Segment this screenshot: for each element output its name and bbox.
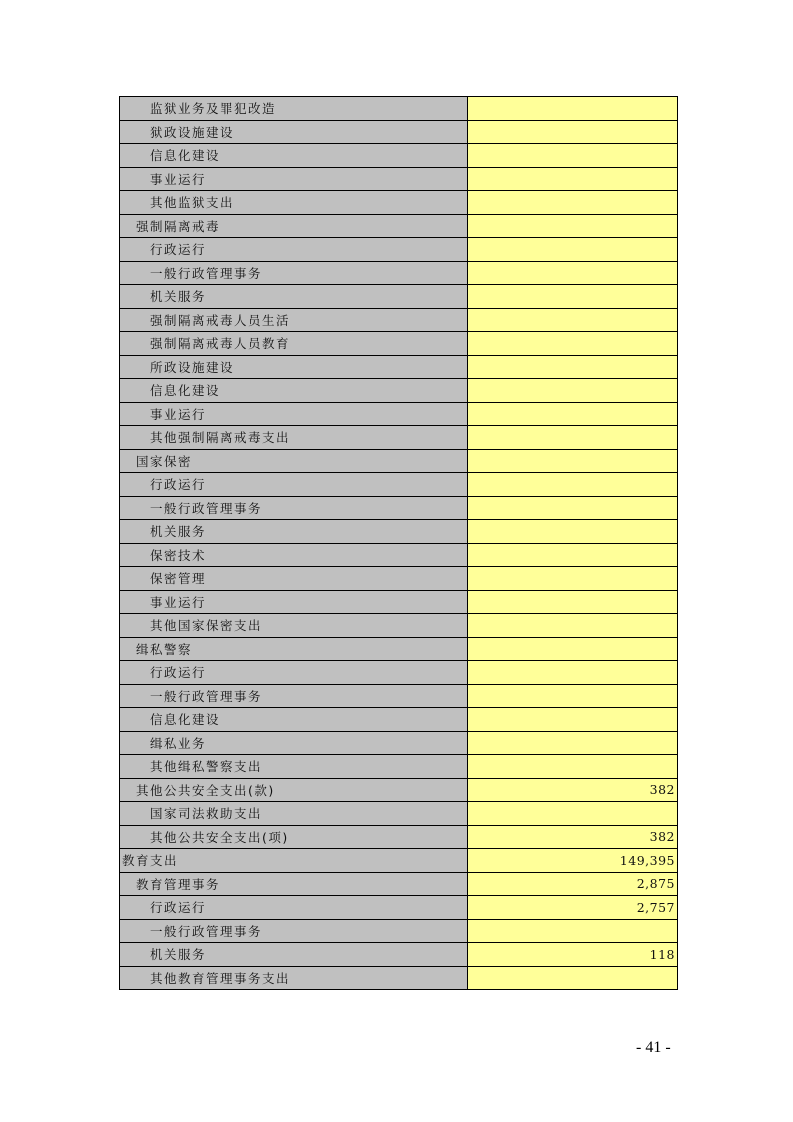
item-name-cell: 国家保密 — [120, 449, 468, 473]
table-row — [120, 919, 678, 943]
item-name-cell: 信息化建设 — [120, 379, 468, 403]
item-name-cell: 强制隔离戒毒 — [120, 214, 468, 238]
table-row — [120, 97, 678, 121]
amount-cell: 118 — [468, 943, 678, 967]
amount-cell — [468, 308, 678, 332]
amount-cell — [468, 355, 678, 379]
item-name-cell: 一般行政管理事务 — [120, 919, 468, 943]
table-row — [120, 614, 678, 638]
table-row — [120, 637, 678, 661]
amount-cell — [468, 543, 678, 567]
table-row — [120, 214, 678, 238]
amount-cell — [468, 966, 678, 990]
table-row — [120, 543, 678, 567]
table-row — [120, 778, 678, 802]
page-number: - 41 - — [636, 1039, 671, 1056]
item-name-cell: 保密管理 — [120, 567, 468, 591]
item-name-cell: 教育管理事务 — [120, 872, 468, 896]
amount-cell: 2,757 — [468, 896, 678, 920]
item-name-cell: 行政运行 — [120, 238, 468, 262]
table-row — [120, 731, 678, 755]
amount-cell — [468, 637, 678, 661]
item-name-cell: 所政设施建设 — [120, 355, 468, 379]
table-row — [120, 755, 678, 779]
table-row — [120, 449, 678, 473]
budget-table — [119, 96, 678, 990]
table-row — [120, 167, 678, 191]
item-name-cell: 其他公共安全支出(款) — [120, 778, 468, 802]
amount-cell — [468, 167, 678, 191]
amount-cell — [468, 661, 678, 685]
table-row — [120, 261, 678, 285]
item-name-cell: 其他公共安全支出(项) — [120, 825, 468, 849]
item-name-cell: 机关服务 — [120, 943, 468, 967]
amount-cell — [468, 261, 678, 285]
amount-cell — [468, 214, 678, 238]
amount-cell: 382 — [468, 825, 678, 849]
table-row — [120, 849, 678, 873]
item-name-cell: 其他强制隔离戒毒支出 — [120, 426, 468, 450]
table-row — [120, 684, 678, 708]
table-row — [120, 191, 678, 215]
amount-cell — [468, 120, 678, 144]
amount-cell — [468, 590, 678, 614]
table-row — [120, 661, 678, 685]
table-row — [120, 872, 678, 896]
amount-cell — [468, 520, 678, 544]
amount-cell — [468, 496, 678, 520]
amount-cell — [468, 379, 678, 403]
amount-cell — [468, 755, 678, 779]
item-name-cell: 缉私业务 — [120, 731, 468, 755]
table-row — [120, 590, 678, 614]
item-name-cell: 缉私警察 — [120, 637, 468, 661]
table-row — [120, 308, 678, 332]
item-name-cell: 强制隔离戒毒人员生活 — [120, 308, 468, 332]
amount-cell: 2,875 — [468, 872, 678, 896]
item-name-cell: 其他监狱支出 — [120, 191, 468, 215]
amount-cell — [468, 614, 678, 638]
amount-cell — [468, 426, 678, 450]
amount-cell — [468, 285, 678, 309]
item-name-cell: 机关服务 — [120, 285, 468, 309]
table-row — [120, 802, 678, 826]
amount-cell — [468, 802, 678, 826]
item-name-cell: 一般行政管理事务 — [120, 261, 468, 285]
table-row — [120, 402, 678, 426]
item-name-cell: 事业运行 — [120, 590, 468, 614]
amount-cell: 149,395 — [468, 849, 678, 873]
item-name-cell: 行政运行 — [120, 896, 468, 920]
amount-cell — [468, 473, 678, 497]
table-row — [120, 708, 678, 732]
table-row — [120, 825, 678, 849]
table-row — [120, 120, 678, 144]
amount-cell — [468, 402, 678, 426]
amount-cell — [468, 731, 678, 755]
item-name-cell: 国家司法救助支出 — [120, 802, 468, 826]
amount-cell — [468, 332, 678, 356]
amount-cell — [468, 567, 678, 591]
table-row — [120, 943, 678, 967]
item-name-cell: 教育支出 — [120, 849, 468, 873]
table-row — [120, 238, 678, 262]
item-name-cell: 其他国家保密支出 — [120, 614, 468, 638]
table-row — [120, 355, 678, 379]
item-name-cell: 机关服务 — [120, 520, 468, 544]
item-name-cell: 强制隔离戒毒人员教育 — [120, 332, 468, 356]
item-name-cell: 行政运行 — [120, 661, 468, 685]
item-name-cell: 保密技术 — [120, 543, 468, 567]
amount-cell — [468, 919, 678, 943]
amount-cell — [468, 191, 678, 215]
item-name-cell: 一般行政管理事务 — [120, 684, 468, 708]
table-row — [120, 520, 678, 544]
amount-cell — [468, 449, 678, 473]
table-row — [120, 567, 678, 591]
table-row — [120, 896, 678, 920]
table-row — [120, 379, 678, 403]
item-name-cell: 信息化建设 — [120, 708, 468, 732]
table-row — [120, 966, 678, 990]
table-row — [120, 473, 678, 497]
item-name-cell: 事业运行 — [120, 402, 468, 426]
amount-cell: 382 — [468, 778, 678, 802]
item-name-cell: 其他教育管理事务支出 — [120, 966, 468, 990]
item-name-cell: 事业运行 — [120, 167, 468, 191]
item-name-cell: 其他缉私警察支出 — [120, 755, 468, 779]
amount-cell — [468, 708, 678, 732]
item-name-cell: 狱政设施建设 — [120, 120, 468, 144]
table-row — [120, 285, 678, 309]
budget-table-body — [120, 97, 678, 990]
table-row — [120, 426, 678, 450]
amount-cell — [468, 144, 678, 168]
item-name-cell: 一般行政管理事务 — [120, 496, 468, 520]
item-name-cell: 行政运行 — [120, 473, 468, 497]
table-row — [120, 332, 678, 356]
item-name-cell: 信息化建设 — [120, 144, 468, 168]
amount-cell — [468, 238, 678, 262]
table-row — [120, 144, 678, 168]
table-row — [120, 496, 678, 520]
item-name-cell: 监狱业务及罪犯改造 — [120, 97, 468, 121]
amount-cell — [468, 684, 678, 708]
amount-cell — [468, 97, 678, 121]
